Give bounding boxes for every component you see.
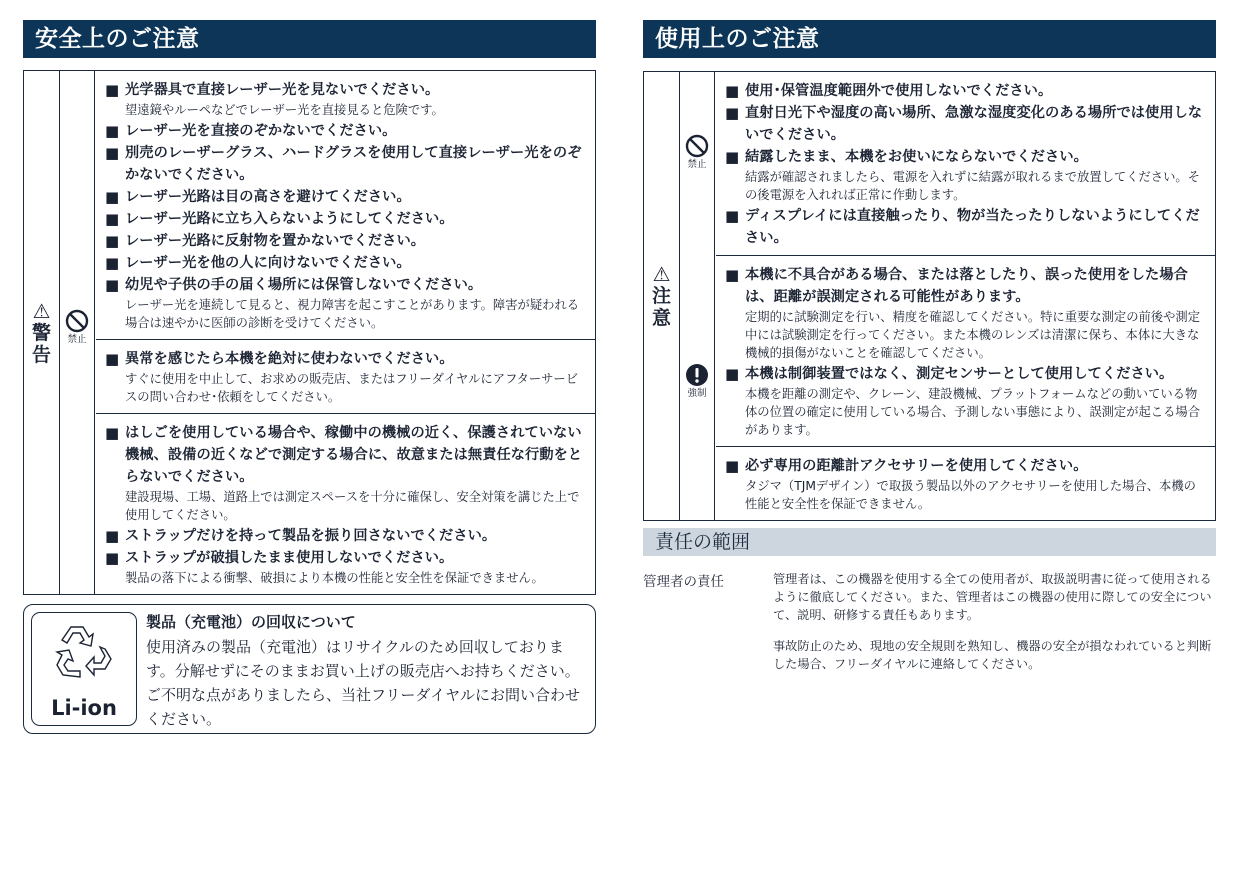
prohibit-icon — [65, 309, 89, 333]
notice-item: ■ 必ず専用の距離計アクセサリーを使用してください。 — [725, 455, 1205, 477]
warning-category — [24, 71, 60, 594]
notice-item: ■ はしごを使用している場合や、稼働中の機械の近く、保護されていない機械、設備の近くなどで測定する場合に、故意または無責任な行動をとらないでください。 — [105, 422, 585, 488]
caution-category — [644, 72, 680, 520]
safety-section — [23, 20, 596, 595]
caution-content — [716, 72, 1215, 520]
prohibit-symbol — [60, 309, 94, 346]
responsibility-label: 管理者の責任 — [643, 574, 724, 590]
notice-segment — [96, 413, 595, 594]
responsibility-heading: 責任の範囲 — [643, 528, 1216, 556]
notice-note: 望遠鏡やルーペなどでレーザー光を直接見ると危険です。 — [125, 103, 444, 117]
notice-segment — [96, 71, 595, 339]
notice-item: ■ ストラップが破損したまま使用しないでください。 — [105, 547, 585, 569]
notice-item: ■ レーザー光路は目の高さを避けてください。 — [105, 186, 585, 208]
notice-item: ■ レーザー光路に立ち入らないようにしてください。 — [105, 208, 585, 230]
warning-icon-column — [60, 71, 95, 594]
warning-label: 警告 — [31, 321, 51, 366]
notice-item: ■ 使用･保管温度範囲外で使用しないでください。 — [725, 80, 1205, 102]
battery-label: Li-ion — [51, 696, 117, 720]
notice-note: 定期的に試験測定を行い、精度を確認してください。特に重要な測定の前後や測定中には試験測定を行ってください。また本機のレンズは清潔に保ち、本体に大きな機械的損傷がないことを確認してください。 — [745, 310, 1200, 360]
mandatory-caption: 強制 — [687, 388, 707, 399]
warning-table — [23, 70, 596, 595]
notice-item: ■ 結露したまま、本機をお使いにならないでください。 — [725, 146, 1205, 168]
recycle-mark — [31, 612, 137, 726]
notice-note: 結露が確認されましたら、電源を入れずに結露が取れるまで放置してください。その後電源を入れれば正常に作動します。 — [745, 170, 1200, 202]
notice-item: ■ 異常を感じたら本機を絶対に使わないでください。 — [105, 348, 585, 370]
responsibility-paragraph: 管理者は、この機器を使用する全ての使用者が、取扱説明書に従って使用されるように徹底してください。また、管理者はこの機器の使用に際しての安全について、説明、研修する責任もあります。 — [773, 572, 1212, 622]
notice-note: すぐに使用を中止して、お求めの販売店、またはフリーダイヤルにアフターサービスの問い合わせ･依頼をしてください。 — [125, 372, 579, 404]
usage-prohibit-caption: 禁止 — [687, 159, 707, 170]
notice-item: ■ 本機に不具合がある場合、または落としたり、誤った使用をした場合は、距離が誤測定される可能性があります。 — [725, 264, 1205, 308]
prohibit-caption: 禁止 — [67, 334, 87, 345]
notice-segment — [96, 339, 595, 413]
notice-note: レーザー光を連続して見ると、視力障害を起こすことがあります。障害が疑われる場合は速やかに医師の診断を受けてください。 — [125, 298, 580, 330]
notice-segment — [716, 255, 1215, 446]
recycle-body: 使用済みの製品（充電池）はリサイクルのため回収しております。分解せずにそのままお買い上げの販売店へお持ちください。ご不明な点がありましたら、当社フリーダイヤルにお問い合わせください。 — [146, 638, 580, 728]
notice-note: タジマ（TJMデザイン）で取扱う製品以外のアクセサリーを使用した場合、本機の性能と安全性を保証できません。 — [745, 479, 1196, 511]
warning-triangle-icon: ⚠ — [32, 298, 51, 323]
notice-note: 製品の落下による衝撃、破損により本機の性能と安全性を保証できません。 — [125, 571, 544, 585]
notice-item: ■ レーザー光を他の人に向けないでください。 — [105, 252, 585, 274]
caution-icon-column — [680, 72, 715, 520]
caution-table — [643, 71, 1216, 521]
notice-item: ■ ディスプレイには直接触ったり、物が当たったりしないようにしてください。 — [725, 205, 1205, 249]
notice-item: ■ 別売のレーザーグラス、ハードグラスを使用して直接レーザー光をのぞかないでください。 — [105, 142, 585, 186]
mandatory-icon — [685, 363, 709, 387]
notice-item: ■ 直射日光下や湿度の高い場所、急激な湿度変化のある場所では使用しないでください。 — [725, 102, 1205, 146]
recycle-title: 製品（充電池）の回収について — [146, 613, 356, 631]
notice-note: 本機を距離の測定や、クレーン、建設機械、プラットフォームなどの動いている物体の位置の確定に使用している場合、予測しない事態により、誤測定が起こる場合があります。 — [745, 387, 1200, 437]
usage-heading: 使用上のご注意 — [643, 20, 1216, 58]
notice-item: ■ 本機は制御装置ではなく、測定センサーとして使用してください。 — [725, 363, 1205, 385]
warning-content — [96, 71, 595, 594]
mandatory-symbol — [680, 363, 714, 400]
prohibit-icon — [685, 134, 709, 158]
usage-prohibit-symbol — [680, 134, 714, 171]
responsibility-paragraph: 事故防止のため、現地の安全規則を熟知し、機器の安全が損なわれていると判断した場合、フリーダイヤルに連絡してください。 — [773, 639, 1212, 671]
notice-note: 建設現場、工場、道路上では測定スペースを十分に確保し、安全対策を講じた上で使用してください。 — [125, 490, 580, 522]
notice-item: ■ レーザー光路に反射物を置かないでください。 — [105, 230, 585, 252]
caution-triangle-icon: ⚠ — [652, 262, 671, 286]
notice-item: ■ ストラップだけを持って製品を振り回さないでください。 — [105, 525, 585, 547]
recycle-notice — [23, 604, 596, 734]
caution-label: 注意 — [651, 285, 671, 329]
notice-item: ■ レーザー光を直接のぞかないでください。 — [105, 120, 585, 142]
notice-item: ■ 幼児や子供の手の届く場所には保管しないでください。 — [105, 274, 585, 296]
safety-heading: 安全上のご注意 — [23, 20, 596, 58]
usage-section — [643, 20, 1216, 521]
notice-segment — [716, 446, 1215, 520]
recycle-icon — [49, 619, 119, 691]
notice-item: ■ 光学器具で直接レーザー光を見ないでください。 — [105, 79, 585, 101]
notice-segment — [716, 72, 1215, 255]
